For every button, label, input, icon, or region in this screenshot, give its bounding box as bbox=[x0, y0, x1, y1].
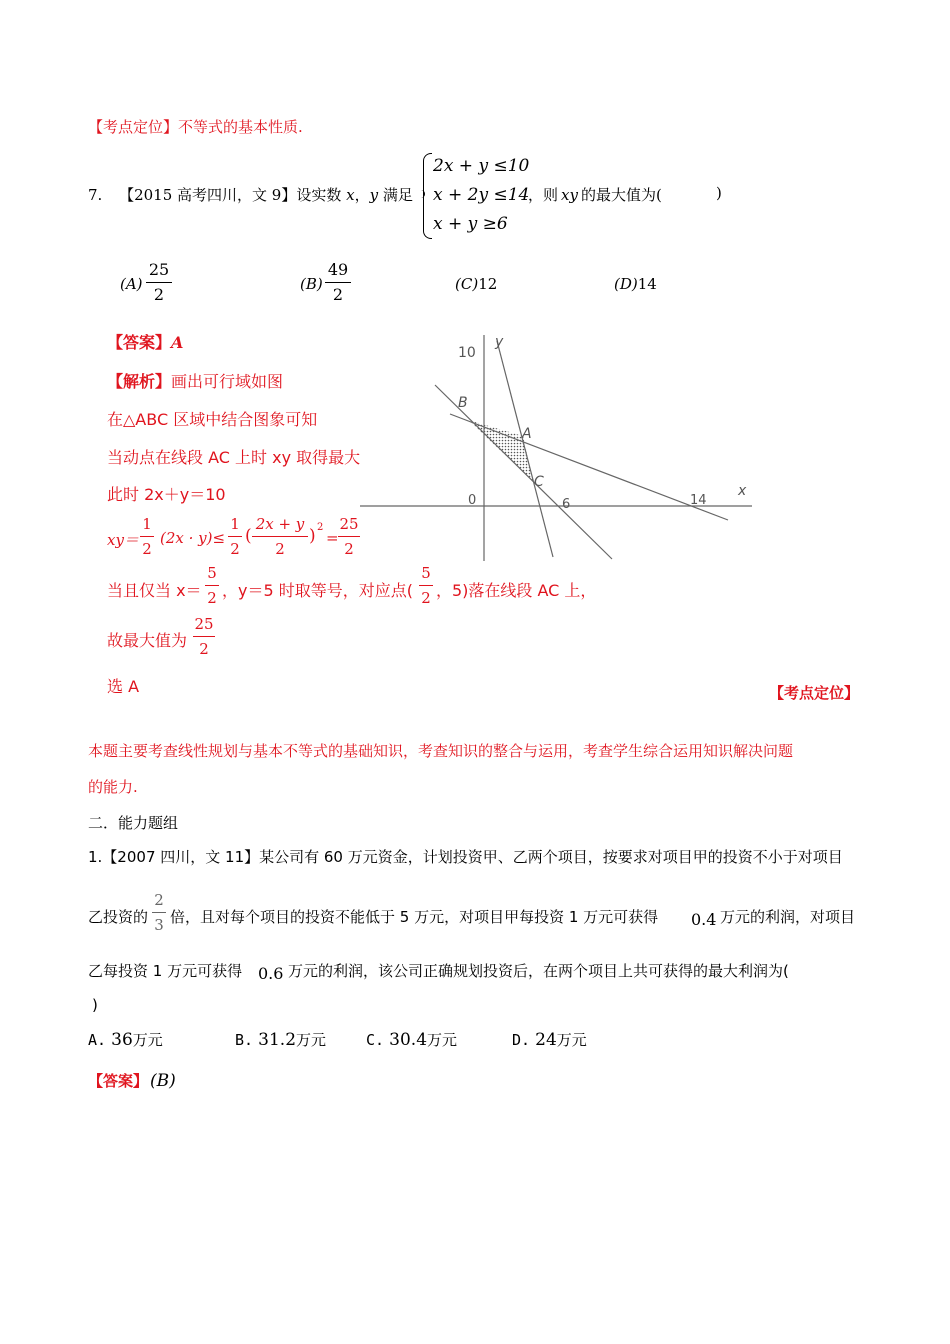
analysis-line6-frac: 5 2 bbox=[205, 563, 219, 608]
q7-stem-end bbox=[528, 184, 662, 205]
q7-source: 【2015 高考四川，文 9】 bbox=[119, 186, 297, 204]
y-tick-10: 10 bbox=[458, 345, 476, 361]
feasible-region-graph bbox=[360, 325, 760, 565]
kaodian-2-bracket: 【考点定位】 bbox=[769, 684, 860, 702]
kaodian-text: 不等式的基本性质. bbox=[178, 118, 303, 136]
x-tick-14: 14 bbox=[690, 493, 707, 508]
analysis-line5-lhs: xy＝ bbox=[107, 531, 139, 549]
x-axis-label: x bbox=[738, 483, 747, 499]
option-d: (D)14 bbox=[614, 275, 657, 293]
q1-line2-val: 0.4 bbox=[691, 910, 717, 929]
q7-var-y: y bbox=[369, 186, 379, 204]
answer1-bracket: 【答案】 bbox=[88, 1072, 149, 1090]
point-a-label: A bbox=[522, 426, 532, 442]
q7-comma: ， bbox=[354, 186, 370, 204]
analysis-line5-eq: = bbox=[326, 529, 339, 547]
q1-line3-val: 0.6 bbox=[258, 964, 284, 983]
summary-line-1: 本题主要考查线性规划与基本不等式的基础知识，考查知识的整合与运用，考查学生综合运用知识解决问题 bbox=[88, 742, 794, 760]
analysis-line7-frac: 25 2 bbox=[194, 615, 214, 658]
answer1-value: (B) bbox=[150, 1071, 176, 1091]
answer7-bracket: 【答案】 bbox=[107, 333, 172, 352]
summary-line-2: 的能力. bbox=[88, 778, 138, 796]
analysis-line6-b: ，y＝5 时取等号，对应点( bbox=[222, 581, 413, 600]
q1-option-d: D. 24万元 bbox=[512, 1030, 587, 1050]
line-x-plus-2y-14 bbox=[450, 414, 728, 520]
option-b-label: (B) bbox=[300, 275, 323, 293]
point-c-label: C bbox=[534, 474, 544, 490]
x-tick-6: 6 bbox=[562, 497, 571, 512]
q1-option-a: A. 36万元 bbox=[88, 1030, 163, 1050]
analysis-line5-mid: (2x · y)≤ bbox=[160, 529, 226, 547]
q7-after: ，则 bbox=[528, 186, 559, 204]
system-line-1: 2x + y ≤10 bbox=[433, 156, 530, 176]
q7-stem bbox=[88, 184, 413, 205]
q7-stem-b: 满足 bbox=[382, 186, 413, 204]
answer7-line bbox=[107, 330, 183, 353]
analysis-line5-sq: 2 bbox=[317, 522, 324, 533]
option-c: (C)12 bbox=[455, 275, 498, 293]
answer7-value: A bbox=[171, 333, 184, 352]
analysis-line-7: 故最大值为 bbox=[107, 631, 188, 650]
q1-line2-b: 倍，且对每个项目的投资不能低于 5 万元，对项目甲每投资 1 万元可获得 bbox=[170, 908, 659, 926]
q7-stem-a: 设实数 bbox=[296, 186, 342, 204]
kaodian-bracket: 【考点定位】 bbox=[88, 118, 179, 136]
q7-xy: xy bbox=[561, 186, 578, 204]
system-line-2: x + 2y ≤14 bbox=[433, 185, 530, 205]
q1-line2-frac: 2 3 bbox=[152, 890, 166, 935]
analysis-line6-c: ，5)落在线段 AC 上， bbox=[436, 581, 597, 600]
analysis-line-3: 当动点在线段 AC 上时 xy 取得最大 bbox=[107, 448, 361, 467]
q7-var-x: x bbox=[346, 186, 355, 204]
analysis-line6-a: 当且仅当 x＝ bbox=[107, 581, 202, 600]
point-b-label: B bbox=[458, 395, 468, 411]
option-b-fraction: 49 2 bbox=[325, 260, 351, 305]
analysis-line5-half: 1 2 bbox=[140, 514, 154, 559]
q1-line-1: 1.【2007 四川，文 11】某公司有 60 万元资金，计划投资甲、乙两个项目，按要求对项目甲的投资不小于对项目 bbox=[88, 848, 843, 866]
system-line-3: x + y ≥6 bbox=[433, 214, 508, 234]
analysis-line-1: 【解析】画出可行域如图 bbox=[107, 372, 284, 391]
analysis-line-8: 选 A bbox=[107, 677, 140, 696]
q1-line2-c: 万元的利润，对项目 bbox=[720, 908, 856, 926]
q7-number: 7. bbox=[88, 186, 103, 204]
q1-line3-a: 乙每投资 1 万元可获得 bbox=[88, 962, 243, 980]
analysis-line6-frac2: 5 2 bbox=[419, 563, 433, 608]
answer1-line bbox=[88, 1070, 176, 1091]
section-2-title: 二．能力题组 bbox=[88, 814, 179, 832]
q1-line-4: ) bbox=[92, 996, 98, 1014]
analysis-line5-close: ) bbox=[309, 526, 316, 546]
analysis-line5-result: 25 2 bbox=[339, 515, 359, 558]
q1-line2-a: 乙投资的 bbox=[88, 908, 149, 926]
option-a-fraction: 25 2 bbox=[146, 260, 172, 305]
q7-after2: 的最大值为( bbox=[580, 186, 662, 204]
analysis-line5-inner: 2x + y 2 bbox=[252, 514, 308, 559]
kaodian-line bbox=[88, 116, 303, 137]
y-axis-label: y bbox=[495, 334, 504, 350]
analysis-line5-open: ( bbox=[245, 526, 252, 546]
analysis-line-2: 在△ABC 区域中结合图象可知 bbox=[107, 410, 318, 429]
analysis-line-4: 此时 2x＋y＝10 bbox=[107, 485, 226, 504]
analysis-bracket: 【解析】 bbox=[107, 372, 172, 391]
analysis-line5-half2: 1 2 bbox=[228, 514, 242, 559]
q1-option-c: C. 30.4万元 bbox=[366, 1030, 458, 1050]
option-a-label: (A) bbox=[120, 275, 143, 293]
q1-option-b: B. 31.2万元 bbox=[235, 1030, 327, 1050]
q7-close-paren: ) bbox=[716, 184, 722, 202]
line-x-plus-y-6 bbox=[435, 385, 612, 559]
origin-label: 0 bbox=[468, 493, 477, 508]
q1-line3-b: 万元的利润，该公司正确规划投资后，在两个项目上共可获得的最大利润为( bbox=[288, 962, 789, 980]
